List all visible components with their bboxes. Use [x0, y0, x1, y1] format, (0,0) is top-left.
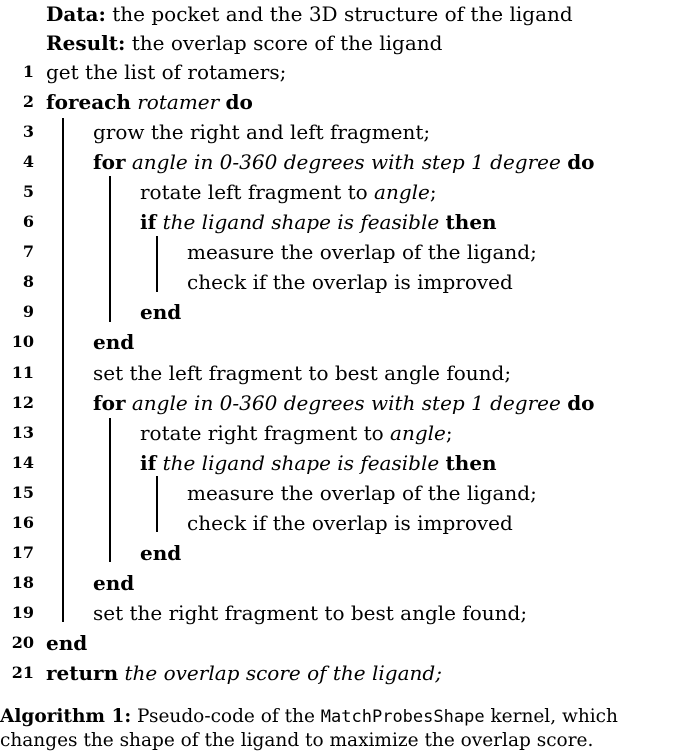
- data-label: Data:: [46, 2, 106, 26]
- algorithm-header-result: [46, 31, 442, 55]
- line-text: [187, 508, 513, 538]
- algorithm-caption: [0, 705, 685, 753]
- keyword: then: [445, 210, 497, 235]
- keyword: end: [140, 300, 182, 325]
- algorithm-line: [0, 478, 685, 508]
- algorithm-line: [0, 448, 685, 478]
- line-text-part: set the left fragment to best angle found;: [93, 360, 512, 385]
- algorithm-line: [0, 508, 685, 538]
- caption-label: Algorithm 1:: [0, 706, 132, 727]
- line-text-part: the ligand shape is feasible: [162, 210, 440, 235]
- line-text: [93, 117, 430, 147]
- algorithm-line: [0, 297, 685, 327]
- line-number: 20: [11, 632, 34, 652]
- keyword: end: [140, 540, 182, 565]
- line-text: [140, 297, 181, 327]
- data-text: the pocket and the 3D structure of the ligand: [112, 2, 573, 26]
- line-text: [46, 87, 253, 117]
- keyword: foreach: [46, 90, 131, 115]
- line-number: 3: [22, 122, 34, 142]
- line-text: [140, 207, 497, 237]
- keyword: end: [46, 630, 88, 655]
- algorithm-line: [0, 207, 685, 237]
- keyword: then: [445, 450, 497, 475]
- keyword: do: [225, 90, 253, 115]
- line-number: 4: [22, 152, 34, 172]
- line-text-part: measure the overlap of the ligand;: [187, 480, 537, 505]
- line-number: 1: [22, 62, 34, 81]
- line-number: 7: [22, 242, 34, 262]
- line-number: 10: [11, 332, 34, 352]
- line-number: 2: [22, 92, 34, 112]
- algorithm-line: [0, 358, 685, 388]
- keyword: end: [93, 570, 135, 595]
- caption-text-before: Pseudo-code of the: [131, 706, 321, 727]
- line-text-part: grow the right and left fragment;: [93, 120, 431, 145]
- caption-code: MatchProbesShape: [320, 707, 485, 727]
- algorithm-line: [0, 658, 685, 688]
- line-text-part: angle: [390, 420, 446, 445]
- line-number: 21: [11, 663, 34, 682]
- block-indent-bar: [109, 418, 111, 562]
- keyword: do: [567, 150, 595, 175]
- line-number: 8: [22, 272, 34, 292]
- line-text: [140, 177, 437, 207]
- line-number: 15: [11, 482, 34, 502]
- block-indent-bar: [62, 118, 64, 622]
- line-text: [93, 358, 511, 388]
- algorithm-line: [0, 388, 685, 418]
- algorithm-line: [0, 327, 685, 357]
- algorithm-header-data: [46, 2, 573, 26]
- line-text-part: angle in 0-360 degrees with step 1 degree: [131, 150, 561, 175]
- keyword: for: [93, 390, 126, 415]
- line-text: [140, 448, 497, 478]
- line-text-part: check if the overlap is improved: [187, 270, 513, 295]
- line-text-part: ;: [429, 180, 437, 205]
- line-text: [46, 628, 87, 658]
- algorithm-line: [0, 117, 685, 147]
- line-text-part: angle in 0-360 degrees with step 1 degree: [131, 390, 561, 415]
- line-text-part: angle: [374, 180, 430, 205]
- line-number: 9: [22, 302, 34, 322]
- keyword: if: [140, 450, 157, 475]
- block-indent-bar: [156, 476, 158, 532]
- algorithm-line: [0, 538, 685, 568]
- algorithm-line: [0, 568, 685, 598]
- line-number: 16: [11, 512, 34, 532]
- line-text-part: rotamer: [137, 90, 220, 115]
- algorithm-line: [0, 57, 685, 87]
- line-number: 11: [11, 362, 34, 382]
- line-text-part: rotate left fragment to: [140, 180, 375, 205]
- caption-text-after: kernel, which changes the shape of the ligand to maximize the overlap score.: [0, 706, 618, 751]
- line-number: 12: [11, 392, 34, 412]
- line-text: [140, 418, 453, 448]
- line-text-part: rotate right fragment to: [140, 420, 391, 445]
- line-number: 19: [11, 602, 34, 622]
- algorithm-line: [0, 237, 685, 267]
- keyword: end: [93, 330, 135, 355]
- line-text-part: ;: [445, 420, 453, 445]
- algorithm-line: [0, 267, 685, 297]
- line-text: [140, 538, 181, 568]
- line-number: 13: [11, 422, 34, 442]
- algorithm-line: [0, 87, 685, 117]
- keyword: return: [46, 661, 119, 685]
- block-indent-bar: [109, 176, 111, 322]
- line-text: [187, 237, 537, 267]
- line-text: [187, 478, 537, 508]
- line-text-part: get the list of rotamers;: [46, 60, 287, 84]
- line-number: 17: [11, 542, 34, 562]
- block-indent-bar: [156, 236, 158, 292]
- line-text-part: the ligand shape is feasible: [162, 450, 440, 475]
- line-number: 5: [22, 182, 34, 202]
- line-text: [93, 147, 595, 177]
- line-text-part: check if the overlap is improved: [187, 510, 513, 535]
- algorithm-line: [0, 177, 685, 207]
- line-number: 6: [22, 212, 34, 232]
- line-text: [187, 267, 513, 297]
- line-text: [46, 57, 286, 87]
- line-text-part: the overlap score of the ligand;: [124, 661, 442, 685]
- result-text: the overlap score of the ligand: [131, 31, 443, 55]
- keyword: do: [567, 390, 595, 415]
- line-text: [93, 388, 595, 418]
- keyword: for: [93, 150, 126, 175]
- algorithm-line: [0, 628, 685, 658]
- line-number: 14: [11, 452, 34, 472]
- line-text: [93, 598, 527, 628]
- line-text: [93, 327, 134, 357]
- result-label: Result:: [46, 31, 126, 55]
- line-number: 18: [11, 572, 34, 592]
- line-text: [46, 658, 442, 688]
- algorithm-line: [0, 598, 685, 628]
- line-text: [93, 568, 134, 598]
- line-text-part: measure the overlap of the ligand;: [187, 240, 537, 265]
- algorithm-line: [0, 418, 685, 448]
- keyword: if: [140, 210, 157, 235]
- line-text-part: set the right fragment to best angle found;: [93, 600, 528, 625]
- algorithm-line: [0, 147, 685, 177]
